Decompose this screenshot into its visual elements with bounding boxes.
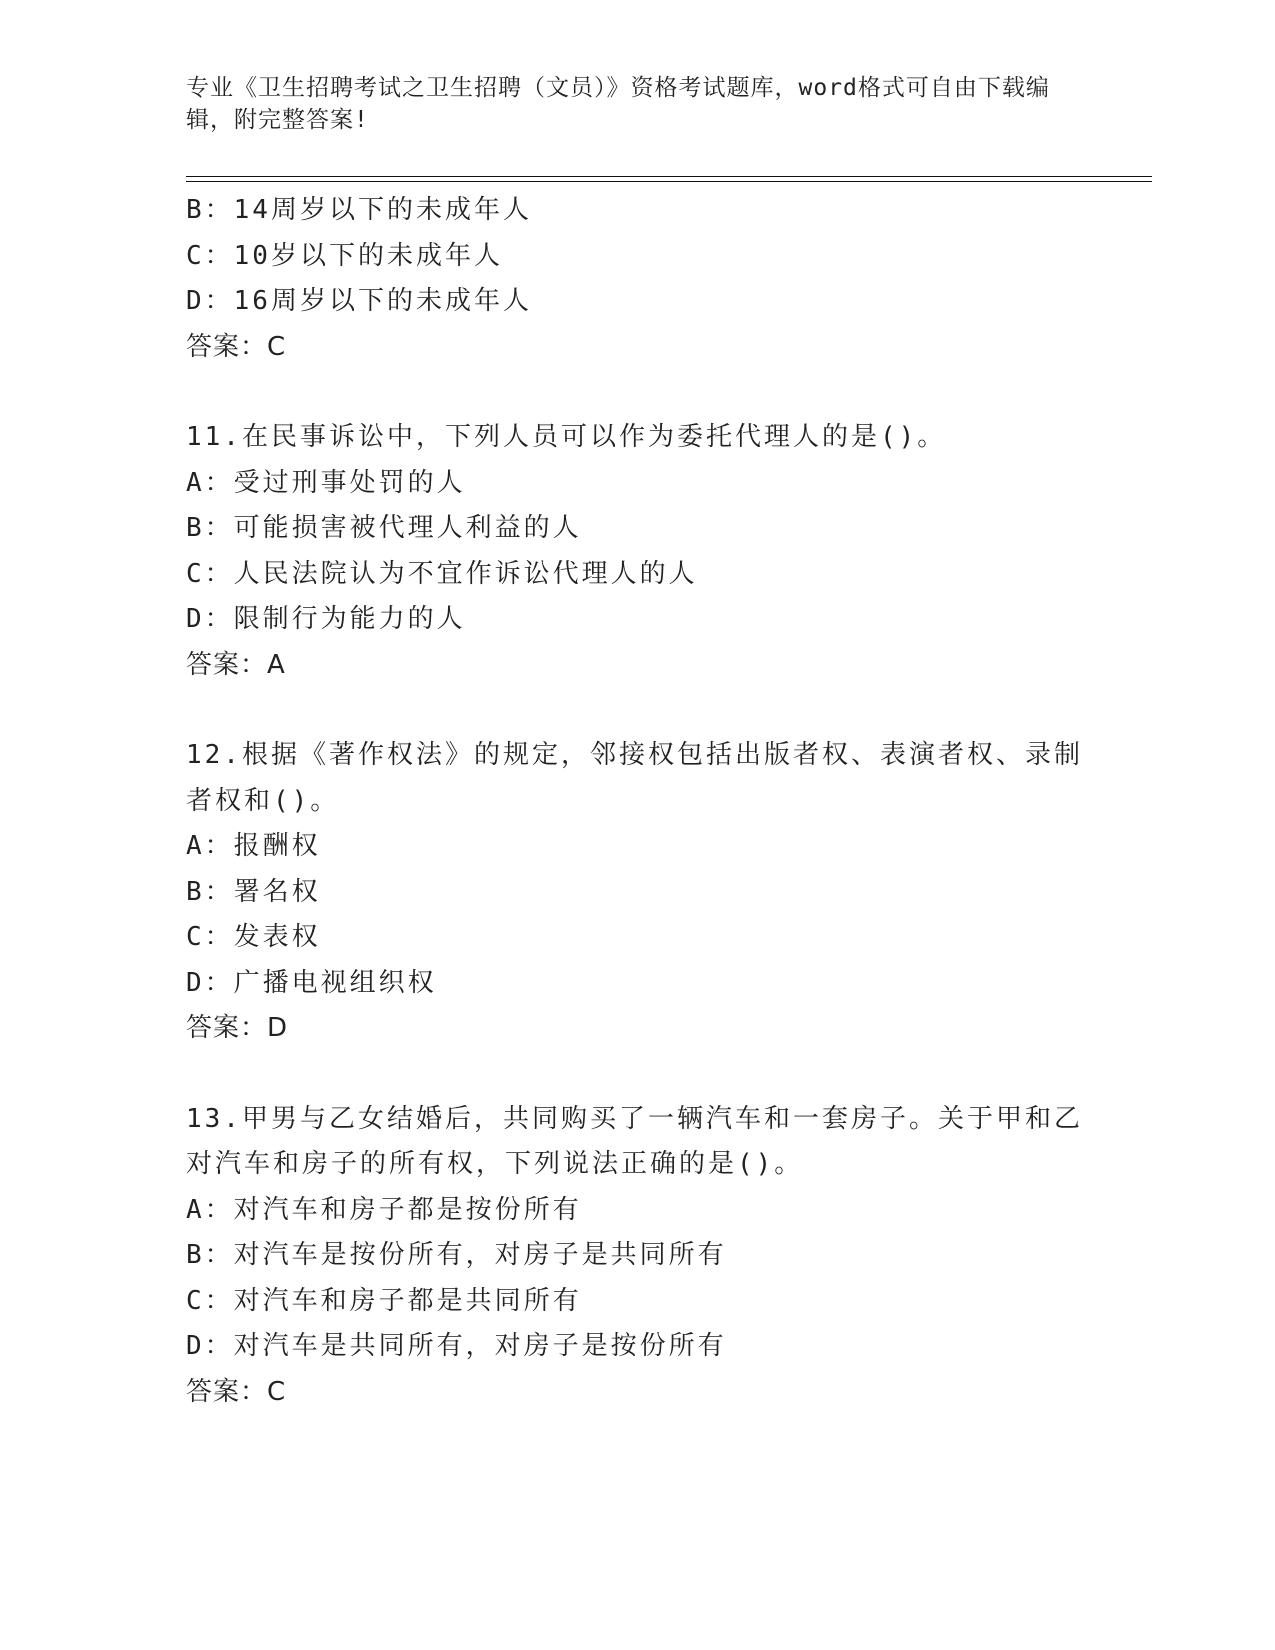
question-12 [186,733,1086,1052]
document-header: 专业《卫生招聘考试之卫生招聘（文员）》资格考试题库，word格式可自由下载编辑，附完整答案! [186,75,1050,133]
question-title-line-2: 者权和()。 [186,785,340,816]
option-d: D：广播电视组织权 [186,967,437,998]
answer-line: 答案：D [186,1013,289,1043]
option-d: D：对汽车是共同所有，对房子是按份所有 [186,1331,727,1361]
question-11 [186,415,1086,688]
option-b: B：14周岁以下的未成年人 [186,195,532,225]
answer-line: 答案：C [186,1376,287,1407]
answer-line: 答案：A [186,649,286,680]
option-b: B：对汽车是按份所有，对房子是共同所有 [186,1240,727,1270]
answer-line: 答案：C [186,331,287,362]
option-c: C：人民法院认为不宜作诉讼代理人的人 [186,558,698,589]
option-a: A：受过刑事处罚的人 [186,467,466,498]
question-spacer [186,688,1086,733]
question-13 [186,1097,1086,1416]
option-d: D：16周岁以下的未成年人 [186,286,532,316]
option-d: D：限制行为能力的人 [186,604,466,634]
continued-question [186,188,1086,370]
option-c: C：对汽车和房子都是共同所有 [186,1285,582,1316]
question-title-line-2: 对汽车和房子的所有权，下列说法正确的是()。 [186,1149,804,1179]
question-title-line-1: 12.根据《著作权法》的规定，邻接权包括出版者权、表演者权、录制 [186,740,1083,770]
question-title-line-1: 13.甲男与乙女结婚后，共同购买了一辆汽车和一套房子。关于甲和乙 [186,1103,1083,1134]
option-c: C：10岁以下的未成年人 [186,240,503,271]
question-spacer [186,1052,1086,1097]
question-spacer [186,370,1086,415]
option-b: B：署名权 [186,876,321,907]
header-divider-top [186,176,1152,177]
option-c: C：发表权 [186,922,321,952]
option-a: A：报酬权 [186,831,321,861]
option-a: A：对汽车和房子都是按份所有 [186,1194,582,1225]
question-title: 11.在民事诉讼中，下列人员可以作为委托代理人的是()。 [186,422,947,452]
option-b: B：可能损害被代理人利益的人 [186,513,582,543]
question-content [186,188,1086,1415]
header-divider-bottom [186,181,1152,182]
